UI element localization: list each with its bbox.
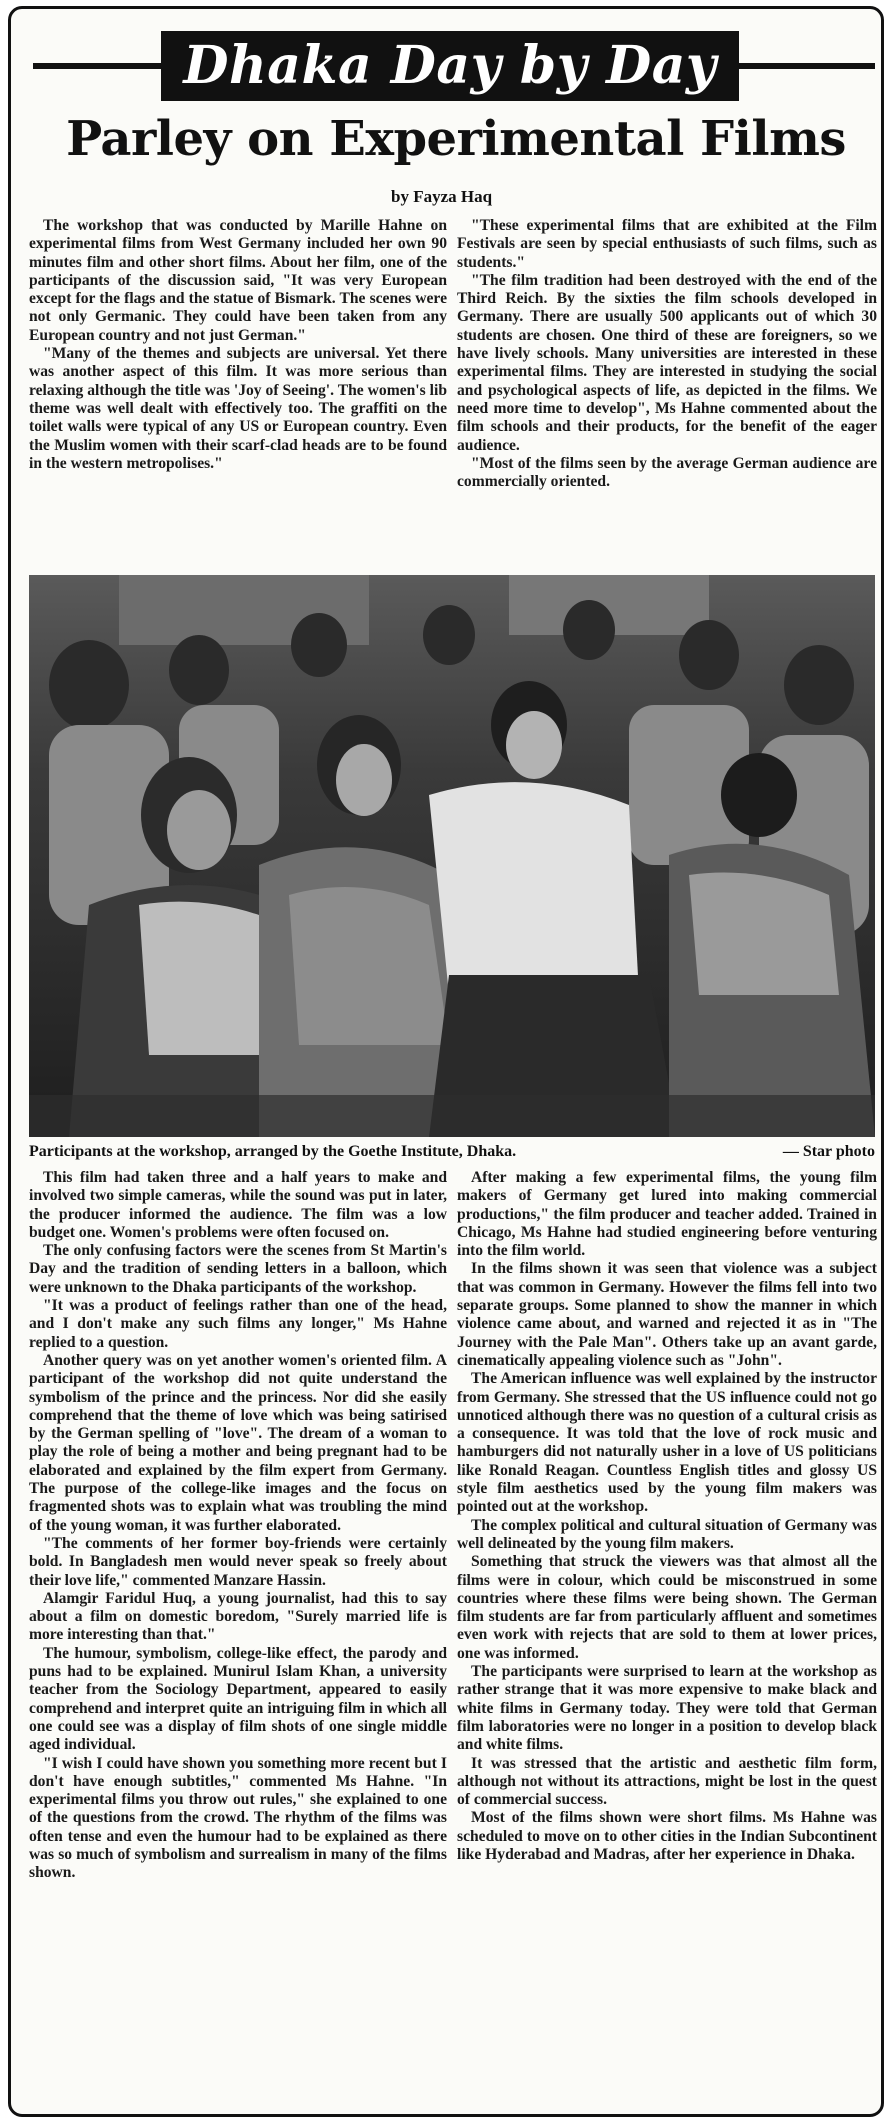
- section-banner: Dhaka Day by Day: [161, 31, 739, 101]
- paragraph: "The comments of her former boy-friends were certainly bold. In Bangladesh men would never speak so freely about their love life," commented Manzare Hassin.: [29, 1534, 447, 1589]
- banner-rule-left: [33, 63, 161, 69]
- paragraph: The complex political and cultural situation of Germany was well delineated by the young film makers.: [457, 1516, 877, 1552]
- paragraph: Most of the films shown were short films. Ms Hahne was scheduled to move on to other cities in the Indian Subcontinent like Hyderabad and Madras, after her experience in Dhaka.: [457, 1809, 877, 1863]
- paragraph: "It was a product of feelings rather than one of the head, and I don't make any such films any longer," Ms Hahne replied to a question.: [29, 1297, 447, 1351]
- paragraph: Another query was on yet another women's oriented film. A participant of the workshop did not quite understand the symbolism of the prince and the princess. Nor did she easily comprehend that the theme of love which was being satirised by the German spelling of "love". The dream of a woman to play the role of being a mother and being pregnant had to be elaborated and explained by the film expert from Germany. The purpose of the college-like images and the focus on fragmented shots was to explain what was troubling the mind of the young woman, it was further elaborated.: [29, 1351, 447, 1534]
- newspaper-page: [8, 6, 884, 2117]
- photo-caption: [29, 1143, 875, 1165]
- paragraph: This film had taken three and a half years to make and involved two simple cameras, while the sound was put in later, the producer informed the audience. The film was a low budget one. Women's problems were often focused on.: [29, 1169, 447, 1241]
- column-4: [457, 1169, 877, 1864]
- paragraph: The only confusing factors were the scenes from St Martin's Day and the tradition of sending letters in a balloon, which were unknown to the Dhaka participants of the workshop.: [29, 1242, 447, 1296]
- paragraph: "Most of the films seen by the average German audience are commercially oriented.: [457, 454, 877, 491]
- paragraph: In the films shown it was seen that violence was a subject that was common in Germany. However the films fell into two separate groups. Some planned to show the manner in which violence came about, and warned and rejected it as in "The Journey with the Pale Man". Others take up an avant garde, cinematically appealing violence such as "John".: [457, 1260, 877, 1369]
- paragraph: "Many of the themes and subjects are universal. Yet there was another aspect of this film. It was more serious than relaxing although the title was 'Joy of Seeing'. The women's lib theme was well dealt with effectively too. The graffiti on the toilet walls were typical of any US or European country. Even the Muslim women with their scarf-clad heads are to be found in the western metropolises.": [29, 345, 447, 472]
- column-1: [29, 217, 447, 473]
- paragraph: Alamgir Faridul Huq, a young journalist, had this to say about a film on domestic boredom, "Surely married life is more interesting than that.": [29, 1589, 447, 1644]
- paragraph: The humour, symbolism, college-like effect, the parody and puns had to be explained. Munirul Islam Khan, a university teacher from the Sociology Department, appeared to easily comprehend and interpret quite an intriguing film in which all one could see was a display of film shots of one single middle aged individual.: [29, 1644, 447, 1754]
- paragraph: "These experimental films that are exhibited at the Film Festivals are seen by special enthusiasts of such films, such as students.": [457, 217, 877, 271]
- caption-text: Participants at the workshop, arranged by the Goethe Institute, Dhaka.: [29, 1143, 517, 1160]
- column-3: [29, 1169, 447, 1883]
- paragraph: The American influence was well explained by the instructor from Germany. She stressed that the US influence could not go unnoticed although there was no question of a cultural crisis as a consequence. It was told that the love of rock music and hamburgers did not naturally usher in a love of US politicians like Ronald Reagan. Countless English titles and glossy US style film aesthetics used by the young film makers was pointed out at the workshop.: [457, 1370, 877, 1516]
- column-2: [457, 217, 877, 491]
- workshop-photo: [29, 575, 875, 1137]
- paragraph: Something that struck the viewers was that almost all the films were in colour, which could be misconstrued in some countries where these films were being shown. The German film students are far from particularly affluent and sometimes even work with rejects that are sold to them at lower prices, one was informed.: [457, 1553, 877, 1662]
- paragraph: "I wish I could have shown you something more recent but I don't have enough subtitles," commented Ms Hahne. "In experimental films you throw out rules," she explained to one of the questions from the crowd. The rhythm of the films was often tense and even the humour had to be explained as there was so much of symbolism and surrealism in many of the films shown.: [29, 1754, 447, 1882]
- paragraph: The participants were surprised to learn at the workshop as rather strange that it was more expensive to make black and white films in Germany today. They were told that German film laboratories were no longer in a position to develop black and white films.: [457, 1663, 877, 1754]
- banner-rule-right: [739, 63, 875, 69]
- paragraph: It was stressed that the artistic and aesthetic film form, although not without its attractions, might be lost in the quest of commercial success.: [457, 1754, 877, 1809]
- paragraph: After making a few experimental films, the young film makers of Germany get lured into making commercial productions," the film producer and teacher added. Trained in Chicago, Ms Hahne had studied engineering before venturing into the film world.: [457, 1169, 877, 1260]
- paragraph: The workshop that was conducted by Marille Hahne on experimental films from West Germany included her own 90 minutes film and other short films. About her film, one of the participants of the discussion said, "It was very European except for the flags and the statue of Bismark. The scenes were not only Germanic. They could have been taken from any European country and not just German.": [29, 217, 447, 344]
- photo-credit: — Star photo: [782, 1143, 875, 1160]
- paragraph: "The film tradition had been destroyed with the end of the Third Reich. By the sixties the film schools developed in Germany. There are usually 500 applicants out of which 30 students are chosen. One third of these are foreigners, so we have lively schools. Many universities are interested in these experimental films. They are interested in studying the social and psychological aspects of life, as depicted in the films. We need more time to develop", Ms Hahne commented about the film schools and their products, for the benefit of the eager audience.: [457, 271, 877, 454]
- headline: Parley on Experimental Films: [66, 111, 846, 167]
- byline: by Fayza Haq: [391, 187, 493, 206]
